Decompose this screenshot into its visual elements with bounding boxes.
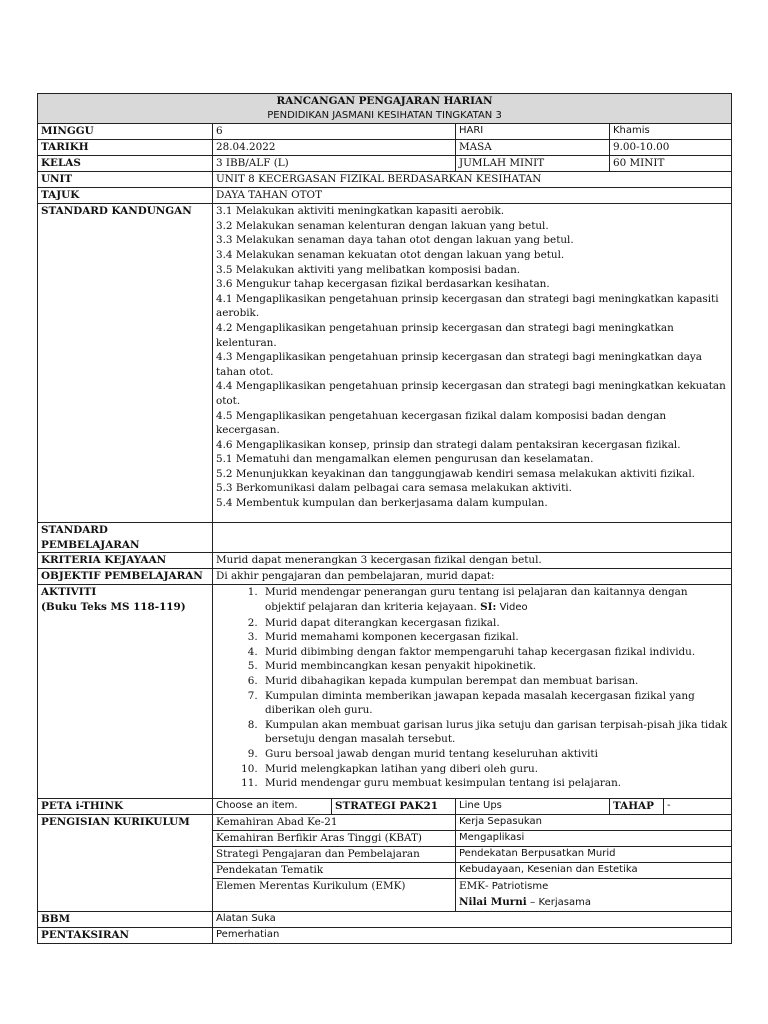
plan-title: RANCANGAN PENGAJARAN HARIAN — [276, 95, 493, 107]
hari-value[interactable]: Khamis — [610, 124, 732, 140]
pengisian-key: Kemahiran Berfikir Aras Tinggi (KBAT) — [213, 831, 456, 847]
sk-item: 3.1 Melakukan aktiviti meningkatkan kapasiti aerobik. — [216, 205, 505, 218]
aktiviti-value[interactable] — [213, 585, 732, 799]
bbm-label: BBM — [38, 911, 213, 927]
aktiviti-item: 7. Kumpulan diminta memberikan jawapan kepada masalah kecergasan fizikal yang diberikan oleh guru. — [261, 689, 728, 718]
plan-subtitle: PENDIDIKAN JASMANI KESIHATAN TINGKATAN 3 — [267, 109, 502, 121]
lesson-plan-table — [37, 93, 732, 944]
aktiviti-item-text: Murid mendengar penerangan guru tentang isi pelajaran dan kaitannya dengan objektif pelajaran dan kriteria kejayaan. — [265, 586, 688, 613]
objektif-label: OBJEKTIF PEMBELAJARAN — [38, 569, 213, 585]
pengisian-key: Strategi Pengajaran dan Pembelajaran — [213, 847, 456, 863]
aktiviti-item: 8. Kumpulan akan membuat garisan lurus jika setuju dan garisan terpisah-pisah jika tidak bersetuju dengan masalah tersebut. — [261, 718, 728, 747]
peta-ithink-label: PETA i-THINK — [38, 799, 213, 815]
aktiviti-item: 11. Murid mendengar guru membuat kesimpulan tentang isi pelajaran. — [261, 776, 728, 791]
objektif-value[interactable]: Di akhir pengajaran dan pembelajaran, murid dapat: — [213, 569, 732, 585]
pengisian-key: Kemahiran Abad Ke-21 — [213, 815, 456, 831]
aktiviti-list — [216, 585, 728, 790]
sk-item: 4.5 Mengaplikasikan pengetahuan kecergasan fizikal dalam komposisi badan dengan kecergasan. — [216, 409, 667, 437]
pengisian-kurikulum-label: PENGISIAN KURIKULUM — [38, 815, 213, 911]
masa-value[interactable]: 9.00-10.00 — [610, 140, 732, 156]
tahap-label: TAHAP — [610, 799, 664, 815]
nilai-murni-dash: – — [526, 895, 539, 908]
tarikh-value[interactable]: 28.04.2022 — [213, 140, 456, 156]
minggu-label: MINGGU — [38, 124, 213, 140]
aktiviti-item: 5. Murid membincangkan kesan penyakit hipokinetik. — [261, 659, 728, 674]
kelas-label: KELAS — [38, 156, 213, 172]
nilai-murni-value: Kerjasama — [538, 896, 591, 908]
aktiviti-item: 2. Murid dapat diterangkan kecergasan fizikal. — [261, 616, 728, 631]
pentaksiran-label: PENTAKSIRAN — [38, 927, 213, 943]
pengisian-key: Pendekatan Tematik — [213, 863, 456, 879]
pengisian-value[interactable]: Kebudayaan, Kesenian dan Estetika — [456, 863, 732, 879]
peta-ithink-select[interactable]: Choose an item. — [213, 799, 332, 815]
sk-item: 3.2 Melakukan senaman kelenturan dengan lakuan yang betul. — [216, 219, 549, 232]
tarikh-label: TARIKH — [38, 140, 213, 156]
tajuk-label: TAJUK — [38, 188, 213, 204]
sk-item: 5.1 Mematuhi dan mengamalkan elemen pengurusan dan keselamatan. — [216, 453, 594, 466]
sk-item: 5.4 Membentuk kumpulan dan berkerjasama dalam kumpulan. — [216, 497, 548, 510]
emk-line — [459, 879, 728, 895]
nilai-murni-line — [459, 895, 728, 911]
sk-item: 4.3 Mengaplikasikan pengetahuan prinsip kecergasan dan strategi bagi meningkatkan daya tahan otot. — [216, 351, 702, 378]
standard-pembelajaran-value[interactable] — [213, 523, 732, 553]
unit-value[interactable]: UNIT 8 KECERGASAN FIZIKAL BERDASARKAN KESIHATAN — [213, 172, 732, 188]
kriteria-kejayaan-value[interactable]: Murid dapat menerangkan 3 kecergasan fizikal dengan betul. — [213, 553, 732, 569]
jumlah-minit-label: JUMLAH MINIT — [456, 156, 610, 172]
aktiviti-item: 6. Murid dibahagikan kepada kumpulan berempat dan membuat barisan. — [261, 674, 728, 689]
sk-item: 3.6 Mengukur tahap kecergasan fizikal berdasarkan kesihatan. — [216, 278, 550, 291]
aktiviti-item — [261, 585, 728, 615]
bbm-value[interactable]: Alatan Suka — [213, 911, 732, 927]
aktiviti-item: 9. Guru bersoal jawab dengan murid tentang keseluruhan aktiviti — [261, 747, 728, 762]
standard-pembelajaran-label: STANDARD PEMBELAJARAN — [38, 523, 213, 553]
standard-kandungan-label: STANDARD KANDUNGAN — [38, 204, 213, 523]
hari-label: HARI — [456, 124, 610, 140]
sk-item: 3.4 Melakukan senaman kekuatan otot dengan lakuan yang betul. — [216, 248, 565, 261]
sk-item: 5.3 Berkomunikasi dalam pelbagai cara semasa melakukan aktiviti. — [216, 482, 572, 495]
sk-item: 4.4 Mengaplikasikan pengetahuan prinsip kecergasan dan strategi bagi meningkatkan kekuatan otot. — [216, 380, 726, 407]
sk-item: 3.3 Melakukan senaman daya tahan otot dengan lakuan yang betul. — [216, 234, 574, 247]
kelas-value[interactable]: 3 IBB/ALF (L) — [213, 156, 456, 172]
pengisian-value[interactable]: Kerja Sepasukan — [456, 815, 732, 831]
tajuk-value[interactable]: DAYA TAHAN OTOT — [213, 188, 732, 204]
emk-value: - Patriotisme — [485, 881, 549, 893]
tahap-value[interactable]: - — [664, 799, 732, 815]
strategi-pak21-label: STRATEGI PAK21 — [332, 799, 456, 815]
sk-item: 5.2 Menunjukkan keyakinan dan tanggungjawab kendiri semasa melakukan aktiviti fizikal. — [216, 467, 695, 480]
aktiviti-item: 4. Murid dibimbing dengan faktor mempengaruhi tahap kecergasan fizikal individu. — [261, 645, 728, 660]
aktiviti-item: 3. Murid memahami komponen kecergasan fizikal. — [261, 630, 728, 645]
si-label: SI: — [480, 600, 497, 613]
emk-value-cell[interactable] — [456, 879, 732, 911]
emk-key: Elemen Merentas Kurikulum (EMK) — [213, 879, 456, 911]
kriteria-kejayaan-label: KRITERIA KEJAYAAN — [38, 553, 213, 569]
pengisian-value[interactable]: Pendekatan Berpusatkan Murid — [456, 847, 732, 863]
unit-label: UNIT — [38, 172, 213, 188]
jumlah-minit-value[interactable]: 60 MINIT — [610, 156, 732, 172]
pentaksiran-value[interactable]: Pemerhatian — [213, 927, 732, 943]
plan-header — [38, 94, 732, 124]
sk-item: 4.2 Mengaplikasikan pengetahuan prinsip kecergasan dan strategi bagi meningkatkan kelenturan. — [216, 321, 674, 349]
sk-item: 3.5 Melakukan aktiviti yang melibatkan komposisi badan. — [216, 263, 521, 276]
standard-kandungan-value[interactable] — [213, 204, 732, 523]
aktiviti-label-cell — [38, 585, 213, 799]
emk-prefix: EMK — [459, 880, 485, 893]
si-value: Video — [499, 601, 528, 613]
strategi-pak21-value[interactable]: Line Ups — [456, 799, 610, 815]
aktiviti-label: AKTIVITI — [41, 586, 97, 599]
sk-item: 4.1 Mengaplikasikan pengetahuan prinsip kecergasan dan strategi bagi meningkatkan kapasiti aerobik. — [216, 292, 719, 320]
nilai-murni-label: Nilai Murni — [459, 895, 527, 908]
sk-item: 4.6 Mengaplikasikan konsep, prinsip dan strategi dalam pentaksiran kecergasan fizikal. — [216, 438, 681, 451]
masa-label: MASA — [456, 140, 610, 156]
aktiviti-item: 10. Murid melengkapkan latihan yang diberi oleh guru. — [261, 762, 728, 777]
pengisian-value[interactable]: Mengaplikasi — [456, 831, 732, 847]
aktiviti-sublabel: (Buku Teks MS 118-119) — [41, 600, 186, 613]
minggu-value[interactable]: 6 — [213, 124, 456, 140]
standard-kandungan-list — [216, 204, 728, 510]
